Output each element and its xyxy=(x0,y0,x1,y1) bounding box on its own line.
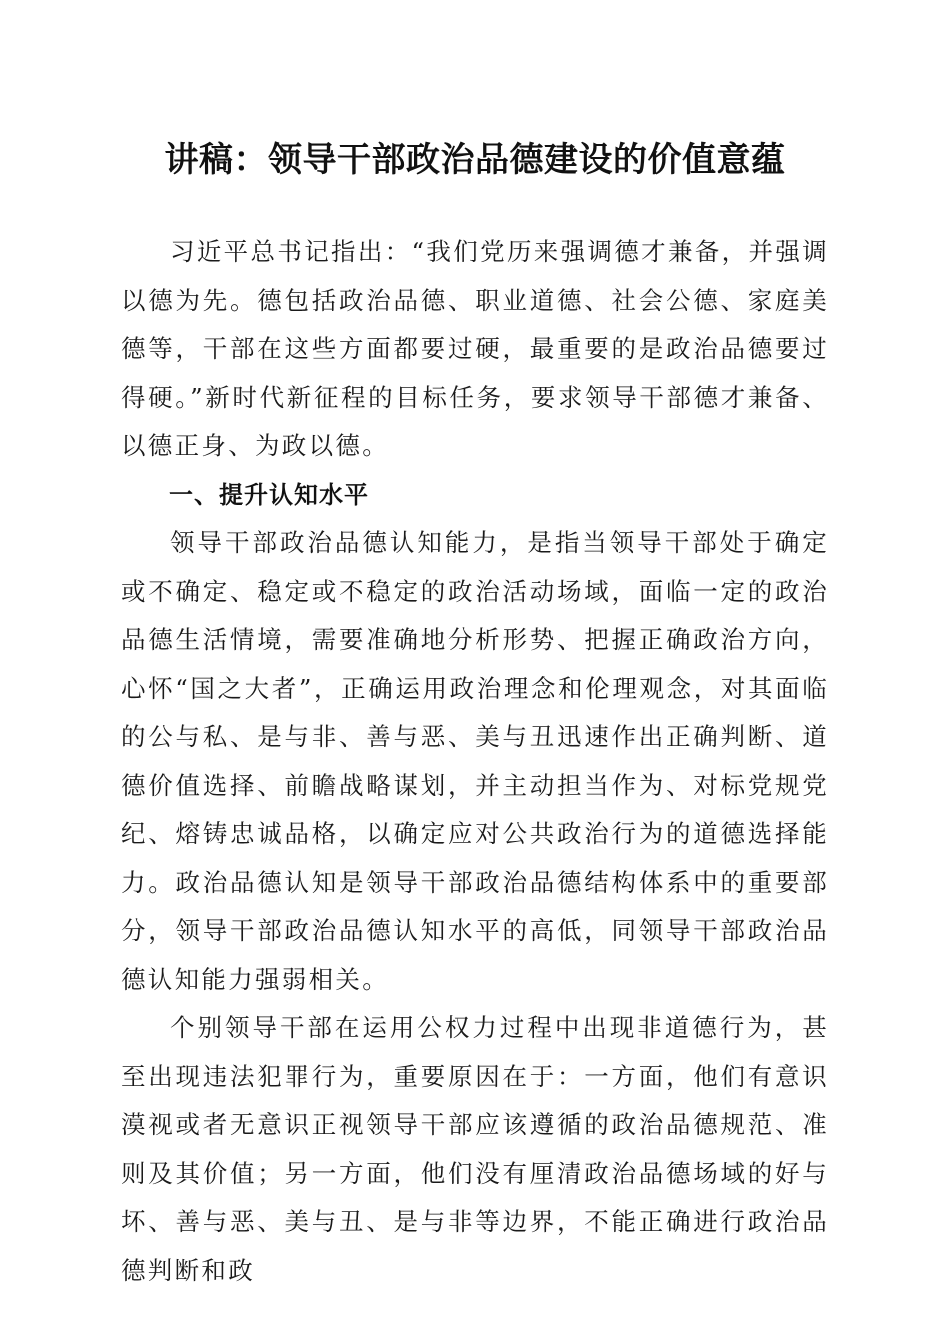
section-paragraph-2: 个别领导干部在运用公权力过程中出现非道德行为，甚至出现违法犯罪行为，重要原因在于：一方面，他们有意识漠视或者无意识正视领导干部应该遵循的政治品德规范、准则及其价值；另一方面，他们没有厘清政治品德场域的好与坏、善与恶、美与丑、是与非等边界，不能正确进行政治品德判断和政 xyxy=(121,1013,829,1285)
document-body xyxy=(121,228,829,1295)
intro-paragraph: 习近平总书记指出：“我们党历来强调德才兼备，并强调以德为先。德包括政治品德、职业道德、社会公德、家庭美德等，干部在这些方面都要过硬，最重要的是政治品德要过得硬。”新时代新征程的目标任务，要求领导干部德才兼备、以德正身、为政以德。 xyxy=(121,237,829,460)
section-heading: 一、提升认知水平 xyxy=(169,480,369,509)
section-paragraph-1: 领导干部政治品德认知能力，是指当领导干部处于确定或不确定、稳定或不稳定的政治活动场域，面临一定的政治品德生活情境，需要准确地分析形势、把握正确政治方向，心怀“国之大者”，正确运用政治理念和伦理观念，对其面临的公与私、是与非、善与恶、美与丑迅速作出正确判断、道德价值选择、前瞻战略谋划，并主动担当作为、对标党规党纪、熔铸忠诚品格，以确定应对公共政治行为的道德选择能力。政治品德认知是领导干部政治品德结构体系中的重要部分，领导干部政治品德认知水平的高低，同领导干部政治品德认知能力强弱相关。 xyxy=(121,528,829,994)
document-title: 讲稿：领导干部政治品德建设的价值意蕴 xyxy=(164,140,786,180)
